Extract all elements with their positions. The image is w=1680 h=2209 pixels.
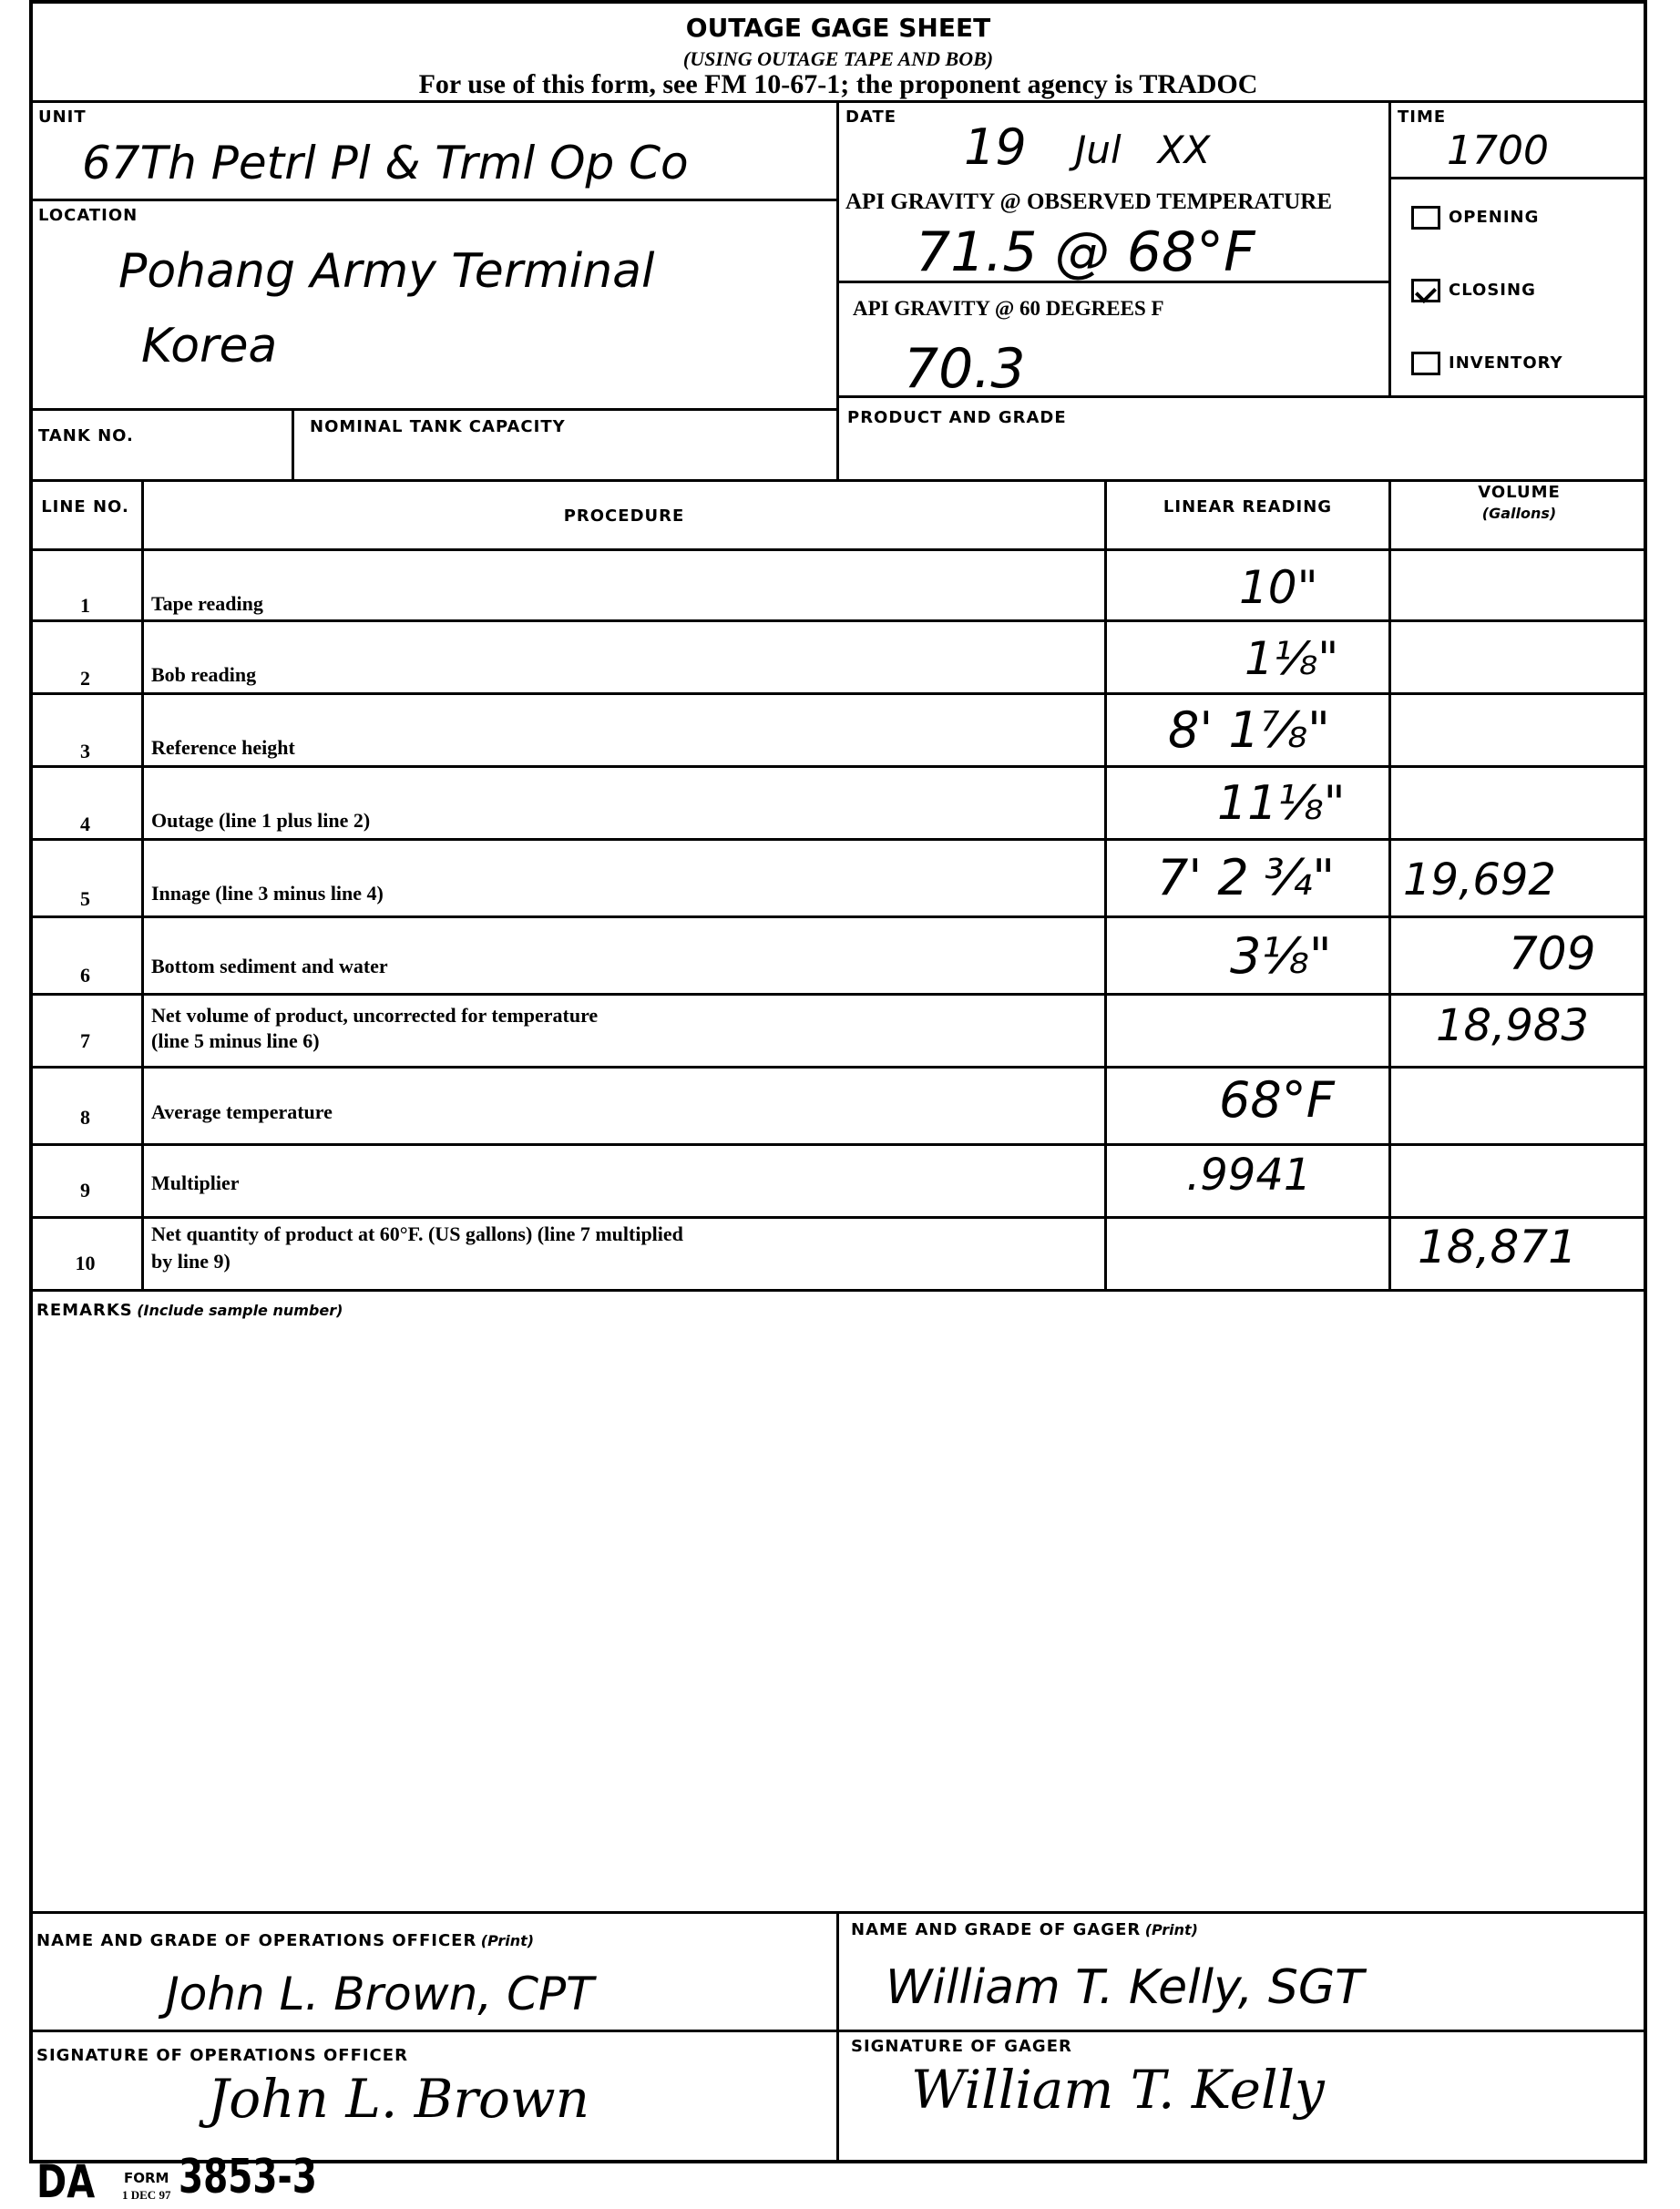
- rule: [29, 1143, 1647, 1146]
- rule: [29, 1066, 1647, 1069]
- rule: [29, 479, 1647, 482]
- tank-no-label: TANK NO.: [38, 426, 134, 445]
- row-linear-reading[interactable]: 10": [1239, 561, 1318, 614]
- api-60-label: API GRAVITY @ 60 DEGREES F: [853, 297, 1164, 320]
- row-volume[interactable]: 19,692: [1403, 854, 1556, 905]
- form-footer-form: FORM: [124, 2170, 169, 2186]
- opening-checkbox[interactable]: [1411, 206, 1440, 230]
- gager-name-note: (Print): [1144, 1921, 1198, 1938]
- row-linear-reading[interactable]: 11⅛": [1217, 776, 1346, 831]
- remarks-label: REMARKS: [36, 1301, 133, 1320]
- row-procedure: Tape reading: [151, 592, 263, 615]
- row-line-no: 4: [80, 813, 90, 835]
- row-volume[interactable]: 18,983: [1436, 1000, 1589, 1051]
- rule: [29, 1289, 1647, 1292]
- form-subtitle: (USING OUTAGE TAPE AND BOB): [682, 47, 994, 70]
- date-month-year[interactable]: Jul XX: [1075, 128, 1211, 172]
- row-volume[interactable]: 18,871: [1418, 1221, 1577, 1273]
- row-line-no: 10: [75, 1252, 96, 1274]
- gager-name-value[interactable]: William T. Kelly, SGT: [886, 1960, 1364, 2015]
- row-linear-reading[interactable]: 7' 2 ¾": [1157, 849, 1336, 906]
- rule: [29, 838, 1647, 841]
- inventory-label: INVENTORY: [1449, 353, 1563, 373]
- rule: [1104, 479, 1107, 1289]
- api-observed-label: API GRAVITY @ OBSERVED TEMPERATURE: [845, 189, 1333, 214]
- row-line-no: 9: [80, 1179, 90, 1202]
- rule: [29, 619, 1647, 622]
- time-label: TIME: [1398, 107, 1447, 127]
- remarks-label-group: [36, 1301, 343, 1320]
- row-procedure: Multiplier: [151, 1171, 240, 1194]
- ops-officer-name-value[interactable]: John L. Brown, CPT: [166, 1968, 594, 2020]
- row-line-no: 7: [80, 1029, 90, 1052]
- product-grade-label: PRODUCT AND GRADE: [847, 408, 1067, 427]
- rule: [1388, 479, 1391, 1289]
- rule: [29, 199, 838, 201]
- volume-header: VOLUME: [1478, 483, 1561, 502]
- row-line-no: 2: [80, 667, 90, 690]
- form-title: OUTAGE GAGE SHEET: [685, 13, 991, 43]
- form-usage-note: For use of this form, see FM 10-67-1; the proponent agency is TRADOC: [418, 69, 1258, 99]
- row-volume[interactable]: 709: [1509, 927, 1596, 980]
- rule: [29, 765, 1647, 768]
- ops-officer-name-label: NAME AND GRADE OF OPERATIONS OFFICER: [36, 1931, 477, 1950]
- ops-officer-name-label-group: [36, 1931, 534, 1950]
- nominal-capacity-label: NOMINAL TANK CAPACITY: [310, 417, 566, 436]
- remarks-note: (Include sample number): [137, 1302, 343, 1319]
- ops-officer-name-note: (Print): [480, 1932, 535, 1949]
- gager-name-label: NAME AND GRADE OF GAGER: [851, 1920, 1142, 1939]
- location-line1[interactable]: Pohang Army Terminal: [118, 244, 655, 299]
- rule: [1388, 100, 1391, 395]
- row-line-no: 8: [80, 1106, 90, 1129]
- line-no-header: [29, 497, 141, 517]
- unit-value[interactable]: 67Th Petrl Pl & Trml Op Co: [82, 137, 689, 189]
- closing-label: CLOSING: [1449, 281, 1536, 300]
- row-linear-reading[interactable]: 3⅛": [1230, 927, 1332, 985]
- rule: [292, 408, 294, 479]
- form-footer-date: 1 DEC 97: [122, 2188, 171, 2202]
- rule: [29, 548, 1647, 551]
- rule: [29, 1216, 1647, 1219]
- row-linear-reading[interactable]: .9941: [1186, 1150, 1312, 1201]
- ops-officer-signature-label: SIGNATURE OF OPERATIONS OFFICER: [36, 2046, 408, 2065]
- gager-signature-label: SIGNATURE OF GAGER: [851, 2037, 1072, 2056]
- row-procedure: Bottom sediment and water: [151, 955, 388, 977]
- row-procedure: Net quantity of product at 60°F. (US gallons) (line 7 multiplied: [151, 1222, 683, 1245]
- row-procedure: Innage (line 3 minus line 4): [151, 882, 384, 905]
- time-value[interactable]: 1700: [1447, 128, 1549, 174]
- row-procedure: Average temperature: [151, 1100, 333, 1123]
- row-line-no: 3: [80, 740, 90, 762]
- rule: [141, 479, 144, 1289]
- row-linear-reading[interactable]: 68°F: [1219, 1071, 1335, 1129]
- row-line-no: 6: [80, 964, 90, 987]
- row-linear-reading[interactable]: 1⅛": [1245, 632, 1339, 685]
- ops-officer-signature[interactable]: John L. Brown: [208, 2068, 589, 2130]
- remarks-area[interactable]: [33, 1330, 1644, 1904]
- procedure-header: PROCEDURE: [563, 506, 685, 526]
- rule: [29, 408, 838, 411]
- closing-checkbox[interactable]: [1411, 279, 1440, 302]
- rule: [29, 993, 1647, 996]
- gager-name-label-group: [851, 1920, 1198, 1939]
- unit-label: UNIT: [38, 107, 87, 127]
- location-line2[interactable]: Korea: [141, 319, 278, 373]
- location-label: LOCATION: [38, 206, 138, 225]
- opening-label: OPENING: [1449, 208, 1540, 227]
- inventory-checkbox[interactable]: [1411, 352, 1440, 375]
- rule: [29, 692, 1647, 695]
- linear-reading-header: LINEAR READING: [1163, 497, 1333, 516]
- rule: [836, 100, 839, 479]
- row-procedure: Bob reading: [151, 663, 257, 686]
- row-linear-reading[interactable]: 8' 1⅞": [1168, 701, 1330, 759]
- row-procedure: Outage (line 1 plus line 2): [151, 809, 371, 832]
- date-label: DATE: [845, 107, 897, 127]
- form-footer-number: 3853-3: [179, 2150, 317, 2204]
- volume-unit-header: (Gallons): [1481, 505, 1557, 522]
- gager-signature[interactable]: William T. Kelly: [911, 2059, 1325, 2121]
- api-observed-value[interactable]: 71.5 @ 68°F: [916, 220, 1255, 284]
- form-footer-da: DA: [36, 2155, 96, 2208]
- rule: [1388, 177, 1647, 179]
- line-no-header-text: LINE NO.: [41, 497, 129, 516]
- row-procedure-continued: by line 9): [151, 1250, 230, 1273]
- row-line-no: 1: [80, 594, 90, 617]
- row-procedure-continued: (line 5 minus line 6): [151, 1029, 320, 1052]
- row-line-no: 5: [80, 887, 90, 910]
- row-procedure: Net volume of product, uncorrected for temperature: [151, 1004, 599, 1027]
- api-60-value[interactable]: 70.3: [904, 337, 1026, 401]
- rule: [836, 1911, 839, 2163]
- date-day[interactable]: 19: [964, 118, 1027, 176]
- row-procedure: Reference height: [151, 736, 295, 759]
- rule: [29, 915, 1647, 918]
